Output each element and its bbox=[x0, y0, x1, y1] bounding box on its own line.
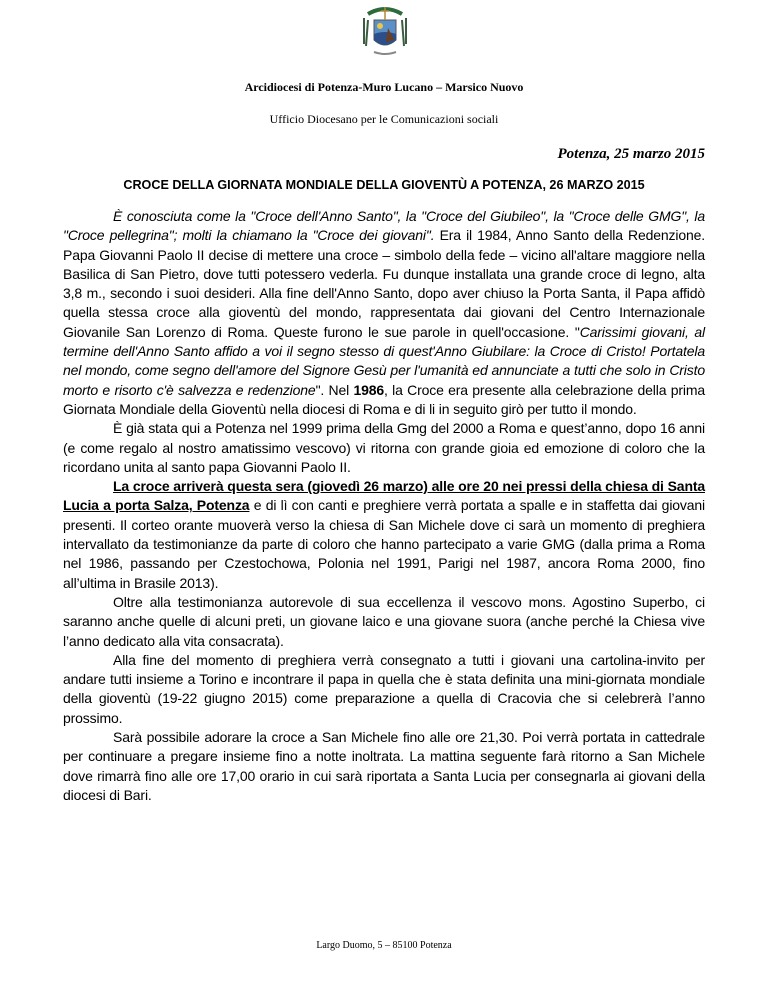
text-segment: Sarà possibile adorare la croce a San Michele fino alle ore 21,30. Poi verrà portata in cattedrale per continuare a pregare insieme fino a notte inoltrata. La mattina seguente farà ritorno a San Michele dove rimarrà fino alle ore 17,00 orario in cui sarà riportata a Santa Lucia per consegnarla ai giovani della diocesi di Bari. bbox=[63, 729, 705, 803]
text-segment: È già stata qui a Potenza nel 1999 prima della Gmg del 2000 a Roma e quest’anno, dopo 16 anni (e come regalo al nostro amatissimo vescovo) vi ritorna con grande gioia ed emozione di coloro che la ricordano unita al santo papa Giovanni Paolo II. bbox=[63, 420, 705, 475]
diocese-name: Arcidiocesi di Potenza-Muro Lucano – Marsico Nuovo bbox=[244, 80, 524, 94]
paragraph bbox=[63, 593, 705, 651]
text-segment: , la Croce era presente alla celebrazione della prima Giornata Mondiale della Gioventù nella diocesi di Roma e di li in seguito girò per tutto il mondo. bbox=[63, 381, 705, 417]
text-segment: Alla fine del momento di preghiera verrà consegnato a tutti i giovani una cartolina-invito per andare tutti insieme a Torino e incontrare il papa in quella che è stata definita una mini-giornata mondiale della gioventù (19-22 giugno 2015) come preparazione a quella di Cracovia che si celebrerà l’anno prossimo. bbox=[63, 651, 705, 726]
text-segment: È conosciuta come la "Croce dell'Anno Santo", la "Croce del Giubileo", la "Croce delle GMG", la "Croce pellegrina"; molti la chiamano la "Croce dei giovani". bbox=[63, 208, 705, 244]
footer-address: Largo Duomo, 5 – 85100 Potenza bbox=[316, 940, 452, 951]
paragraph bbox=[63, 207, 705, 419]
text-segment: e di lì con canti e preghiere verrà portata a spalle e in staffetta dai giovani presenti. Il corteo orante muoverà verso la chiesa di San Michele dove ci sarà un momento di preghiera intervallato da testimonianze da parte di coloro che hanno partecipato a varie GMG (dalla prima a Roma nel 1986, passando per Czestochowa, Polonia nel 1991, Parigi nel 1987, ancora Roma 2000, fino all’ultima in Brasile 2013). bbox=[63, 497, 705, 591]
document-title: CROCE DELLA GIORNATA MONDIALE DELLA GIOVENTÙ A POTENZA, 26 MARZO 2015 bbox=[123, 178, 645, 192]
office-name: Ufficio Diocesano per le Comunicazioni sociali bbox=[269, 112, 499, 126]
text-segment: Era il 1984, Anno Santo della Redenzione. Papa Giovanni Paolo II decise di mettere una croce – simbolo della fede – vicino all'altare maggiore nella Basilica di San Pietro, dove tutti potessero vederla. Fu dunque installata una grande croce di legno, alta 3,8 m., secondo i suoi desideri. Alla fine dell'Anno Santo, dopo aver chiuso la Porta Santa, il Papa affidò quella stessa croce alla gioventù del mondo, rappresentata dai giovani del Centro Internazionale Giovanile San Lorenzo di Roma. Queste furono le sue parole in quell'occasione. " bbox=[63, 227, 705, 340]
document-date: Potenza, 25 marzo 2015 bbox=[557, 146, 705, 162]
paragraph bbox=[63, 419, 705, 477]
document-body bbox=[63, 207, 705, 805]
text-segment: 1986 bbox=[353, 381, 385, 398]
text-segment: Carissimi giovani, al termine dell'Anno Santo affido a voi il segno stesso di quest'Anno Giubilare: la Croce di Cristo! Portatela nel mondo, come segno dell'amore del Signore Gesù per l'umanità ed annunciate a tutti che solo in Cristo morto e risorto c'è salvezza e redenzione bbox=[63, 323, 705, 398]
paragraph bbox=[63, 651, 705, 728]
paragraph bbox=[63, 728, 705, 805]
text-segment: ". Nel bbox=[315, 381, 354, 398]
paragraph bbox=[63, 477, 705, 593]
coat-of-arms-logo bbox=[360, 4, 410, 62]
text-segment: Oltre alla testimonianza autorevole di sua eccellenza il vescovo mons. Agostino Superbo, ci saranno anche quelle di alcuni preti, un giovane laico e una giovane suora (anche perché la Chiesa vive l’anno dedicato alla vita consacrata). bbox=[63, 593, 705, 649]
text-segment: La croce arriverà questa sera (giovedì 26 marzo) alle ore 20 nei pressi della chiesa di Santa Lucia a porta Salza, Potenza bbox=[63, 478, 705, 514]
